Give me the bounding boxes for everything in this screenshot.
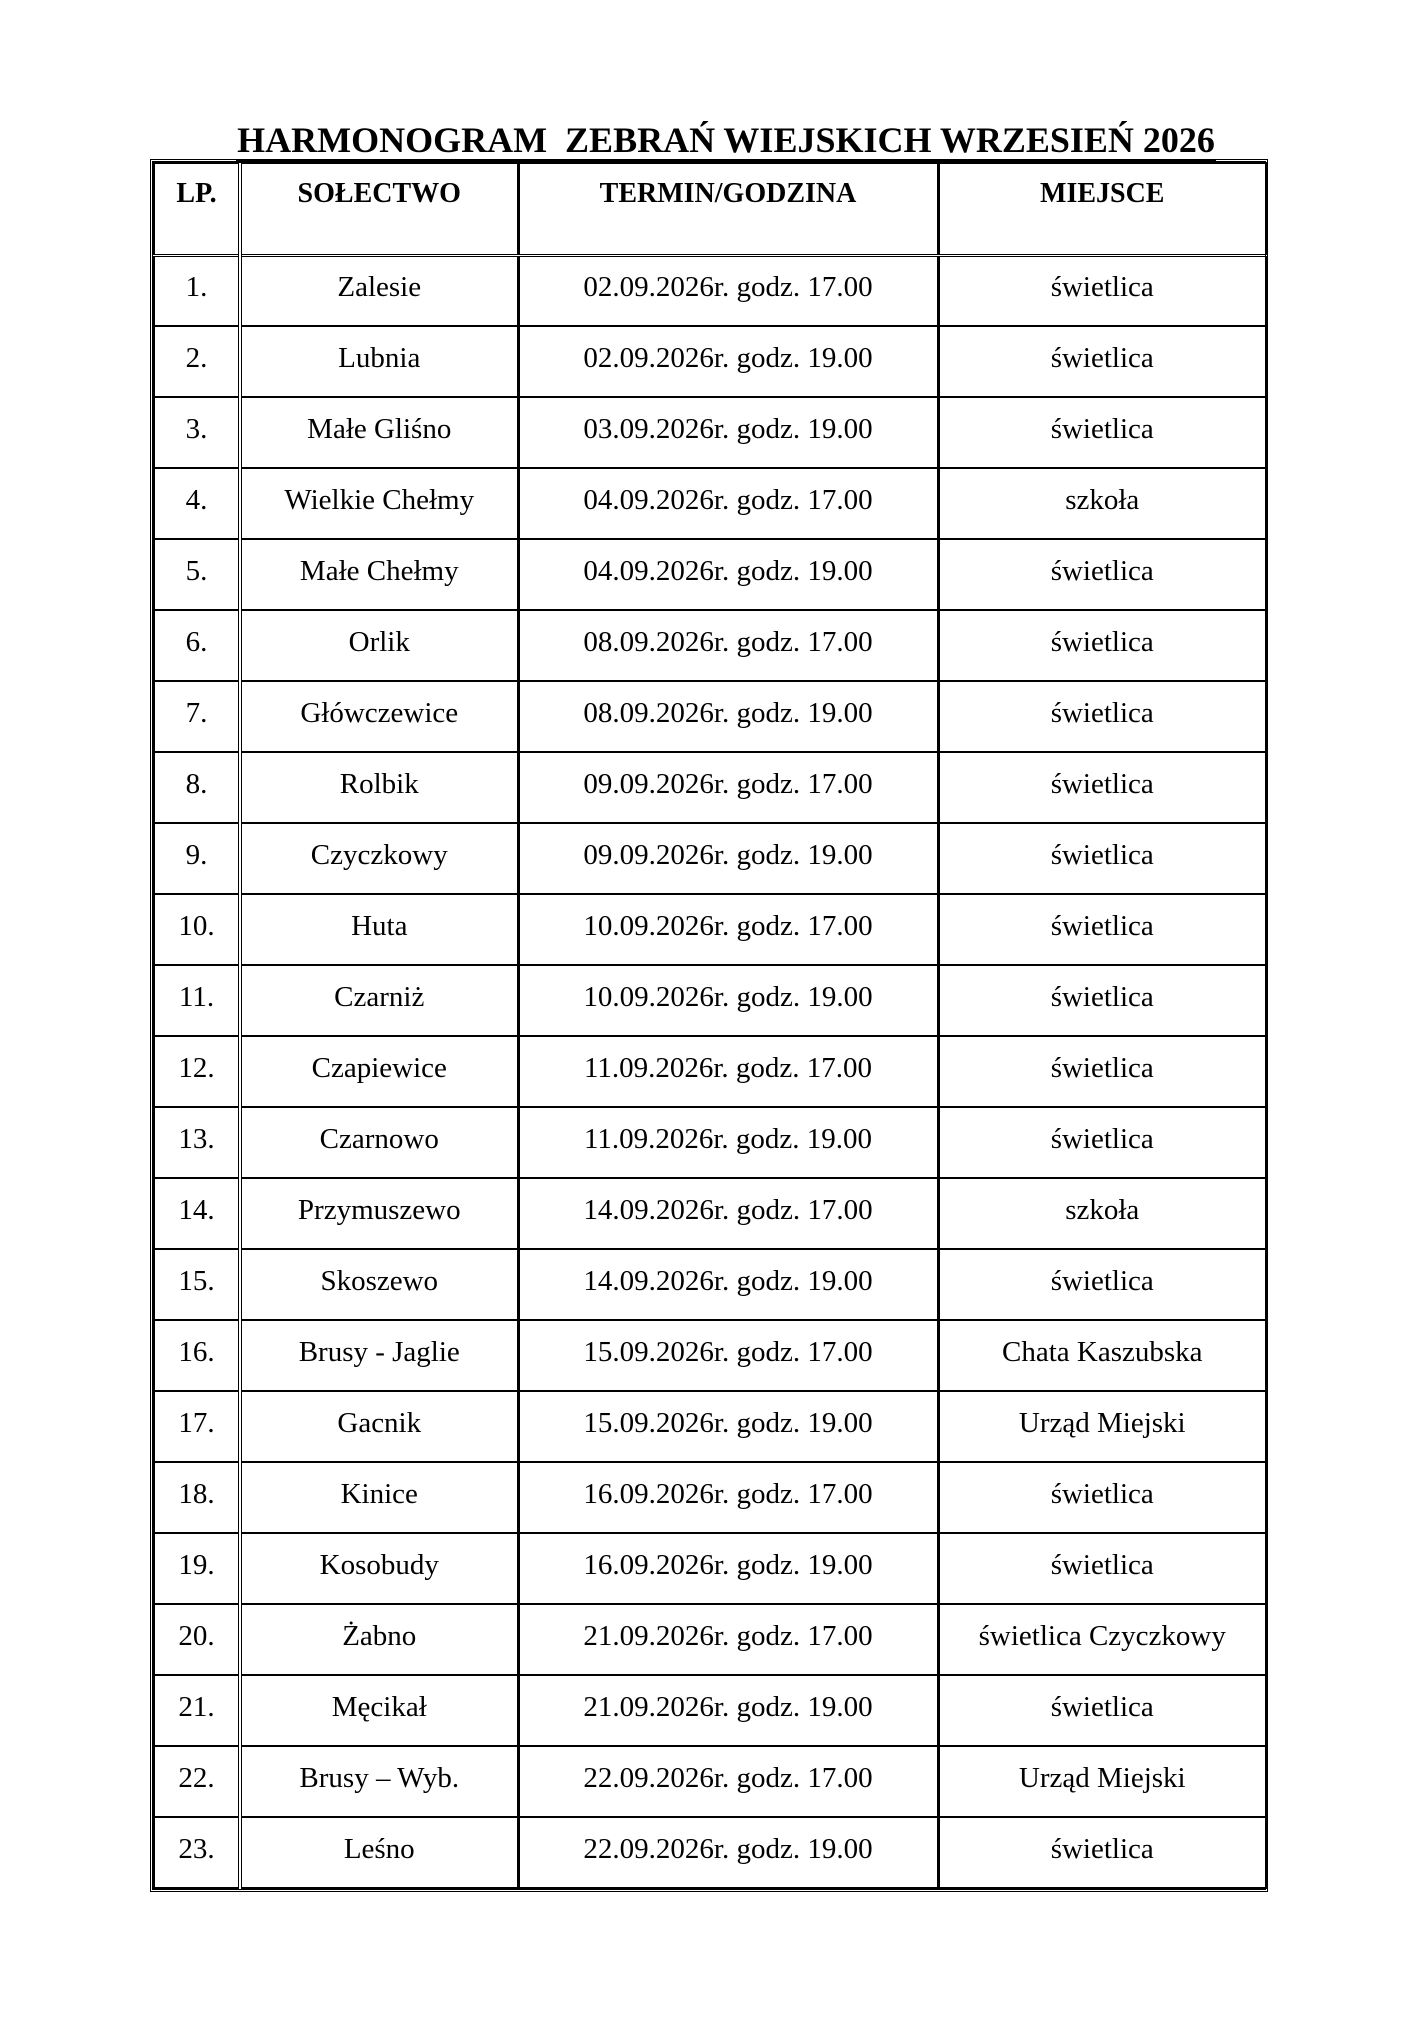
cell-solectwo: Skoszewo — [240, 1249, 518, 1320]
cell-solectwo: Kosobudy — [240, 1533, 518, 1604]
cell-lp: 14. — [154, 1178, 240, 1249]
cell-miejsce: świetlica — [938, 823, 1266, 894]
cell-termin-godzina: 21.09.2026r. godz. 19.00 — [518, 1675, 938, 1746]
cell-miejsce: świetlica — [938, 397, 1266, 468]
cell-lp: 4. — [154, 468, 240, 539]
cell-termin-godzina: 02.09.2026r. godz. 19.00 — [518, 326, 938, 397]
cell-lp: 2. — [154, 326, 240, 397]
cell-solectwo: Gacnik — [240, 1391, 518, 1462]
document-title — [0, 74, 1417, 163]
cell-lp: 23. — [154, 1817, 240, 1888]
cell-lp: 22. — [154, 1746, 240, 1817]
cell-lp: 13. — [154, 1107, 240, 1178]
table-row — [154, 1675, 1266, 1746]
table-row — [154, 1107, 1266, 1178]
cell-lp: 7. — [154, 681, 240, 752]
cell-lp: 5. — [154, 539, 240, 610]
cell-solectwo: Zalesie — [240, 255, 518, 326]
cell-termin-godzina: 08.09.2026r. godz. 19.00 — [518, 681, 938, 752]
table-header-row — [154, 163, 1266, 255]
cell-miejsce: świetlica — [938, 1462, 1266, 1533]
cell-miejsce: świetlica — [938, 681, 1266, 752]
table-row — [154, 1391, 1266, 1462]
cell-miejsce: świetlica — [938, 1675, 1266, 1746]
cell-lp: 20. — [154, 1604, 240, 1675]
table-row — [154, 326, 1266, 397]
cell-miejsce: świetlica — [938, 965, 1266, 1036]
cell-termin-godzina: 22.09.2026r. godz. 19.00 — [518, 1817, 938, 1888]
cell-termin-godzina: 09.09.2026r. godz. 17.00 — [518, 752, 938, 823]
cell-termin-godzina: 14.09.2026r. godz. 19.00 — [518, 1249, 938, 1320]
cell-termin-godzina: 10.09.2026r. godz. 19.00 — [518, 965, 938, 1036]
cell-lp: 12. — [154, 1036, 240, 1107]
cell-solectwo: Przymuszewo — [240, 1178, 518, 1249]
cell-termin-godzina: 02.09.2026r. godz. 17.00 — [518, 255, 938, 326]
cell-miejsce: świetlica — [938, 255, 1266, 326]
cell-solectwo: Huta — [240, 894, 518, 965]
table-row — [154, 610, 1266, 681]
cell-solectwo: Orlik — [240, 610, 518, 681]
cell-solectwo: Małe Chełmy — [240, 539, 518, 610]
cell-miejsce: szkoła — [938, 468, 1266, 539]
table-row — [154, 468, 1266, 539]
table-row — [154, 1746, 1266, 1817]
cell-lp: 10. — [154, 894, 240, 965]
cell-termin-godzina: 08.09.2026r. godz. 17.00 — [518, 610, 938, 681]
table-row — [154, 1249, 1266, 1320]
header-miejsce: MIEJSCE — [938, 163, 1266, 255]
cell-miejsce: świetlica — [938, 1107, 1266, 1178]
cell-termin-godzina: 21.09.2026r. godz. 17.00 — [518, 1604, 938, 1675]
cell-lp: 1. — [154, 255, 240, 326]
cell-solectwo: Leśno — [240, 1817, 518, 1888]
table-row — [154, 1533, 1266, 1604]
cell-lp: 21. — [154, 1675, 240, 1746]
cell-termin-godzina: 04.09.2026r. godz. 17.00 — [518, 468, 938, 539]
cell-miejsce: świetlica — [938, 610, 1266, 681]
table-row — [154, 1178, 1266, 1249]
cell-lp: 6. — [154, 610, 240, 681]
cell-termin-godzina: 11.09.2026r. godz. 19.00 — [518, 1107, 938, 1178]
cell-solectwo: Małe Gliśno — [240, 397, 518, 468]
cell-solectwo: Lubnia — [240, 326, 518, 397]
cell-miejsce: szkoła — [938, 1178, 1266, 1249]
cell-termin-godzina: 11.09.2026r. godz. 17.00 — [518, 1036, 938, 1107]
table-row — [154, 255, 1266, 326]
cell-miejsce: świetlica Czyczkowy — [938, 1604, 1266, 1675]
cell-solectwo: Główczewice — [240, 681, 518, 752]
cell-termin-godzina: 15.09.2026r. godz. 17.00 — [518, 1320, 938, 1391]
cell-lp: 8. — [154, 752, 240, 823]
cell-lp: 19. — [154, 1533, 240, 1604]
document-title-text: HARMONOGRAM ZEBRAŃ WIEJSKICH WRZESIEŃ 2026 — [236, 120, 1216, 163]
table-row — [154, 1036, 1266, 1107]
header-solectwo: SOŁECTWO — [240, 163, 518, 255]
cell-solectwo: Męcikał — [240, 1675, 518, 1746]
cell-lp: 9. — [154, 823, 240, 894]
cell-miejsce: świetlica — [938, 752, 1266, 823]
cell-lp: 3. — [154, 397, 240, 468]
cell-termin-godzina: 14.09.2026r. godz. 17.00 — [518, 1178, 938, 1249]
cell-solectwo: Czarniż — [240, 965, 518, 1036]
cell-miejsce: świetlica — [938, 539, 1266, 610]
cell-lp: 16. — [154, 1320, 240, 1391]
cell-miejsce: świetlica — [938, 1817, 1266, 1888]
table-row — [154, 823, 1266, 894]
cell-solectwo: Wielkie Chełmy — [240, 468, 518, 539]
cell-miejsce: świetlica — [938, 1249, 1266, 1320]
cell-solectwo: Brusy - Jaglie — [240, 1320, 518, 1391]
cell-termin-godzina: 04.09.2026r. godz. 19.00 — [518, 539, 938, 610]
cell-miejsce: Chata Kaszubska — [938, 1320, 1266, 1391]
cell-lp: 18. — [154, 1462, 240, 1533]
header-termin-godzina: TERMIN/GODZINA — [518, 163, 938, 255]
cell-termin-godzina: 03.09.2026r. godz. 19.00 — [518, 397, 938, 468]
cell-miejsce: świetlica — [938, 1533, 1266, 1604]
cell-solectwo: Czyczkowy — [240, 823, 518, 894]
cell-solectwo: Żabno — [240, 1604, 518, 1675]
cell-miejsce: Urząd Miejski — [938, 1391, 1266, 1462]
table-row — [154, 894, 1266, 965]
cell-termin-godzina: 09.09.2026r. godz. 19.00 — [518, 823, 938, 894]
cell-termin-godzina: 15.09.2026r. godz. 19.00 — [518, 1391, 938, 1462]
table-row — [154, 1320, 1266, 1391]
table-row — [154, 752, 1266, 823]
table-body — [154, 255, 1266, 1888]
cell-termin-godzina: 22.09.2026r. godz. 17.00 — [518, 1746, 938, 1817]
cell-termin-godzina: 16.09.2026r. godz. 19.00 — [518, 1533, 938, 1604]
cell-miejsce: Urząd Miejski — [938, 1746, 1266, 1817]
header-lp: LP. — [154, 163, 240, 255]
cell-miejsce: świetlica — [938, 326, 1266, 397]
table-row — [154, 681, 1266, 752]
cell-termin-godzina: 10.09.2026r. godz. 17.00 — [518, 894, 938, 965]
cell-termin-godzina: 16.09.2026r. godz. 17.00 — [518, 1462, 938, 1533]
cell-solectwo: Brusy – Wyb. — [240, 1746, 518, 1817]
cell-lp: 17. — [154, 1391, 240, 1462]
cell-solectwo: Czarnowo — [240, 1107, 518, 1178]
table-row — [154, 1462, 1266, 1533]
cell-miejsce: świetlica — [938, 1036, 1266, 1107]
table-row — [154, 1817, 1266, 1888]
schedule-table — [153, 162, 1267, 1889]
cell-miejsce: świetlica — [938, 894, 1266, 965]
table-row — [154, 397, 1266, 468]
cell-solectwo: Kinice — [240, 1462, 518, 1533]
cell-lp: 15. — [154, 1249, 240, 1320]
cell-solectwo: Czapiewice — [240, 1036, 518, 1107]
schedule-table-container — [150, 159, 1268, 1892]
table-row — [154, 1604, 1266, 1675]
cell-lp: 11. — [154, 965, 240, 1036]
table-row — [154, 539, 1266, 610]
cell-solectwo: Rolbik — [240, 752, 518, 823]
table-row — [154, 965, 1266, 1036]
